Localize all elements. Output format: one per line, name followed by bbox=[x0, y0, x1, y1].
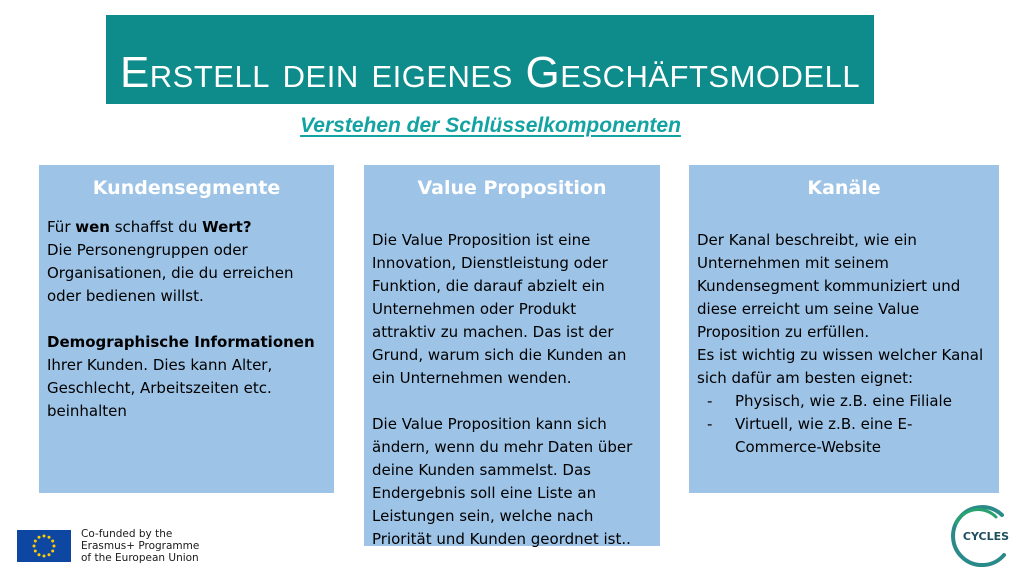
card-kundensegmente bbox=[39, 165, 334, 493]
card-body bbox=[47, 216, 328, 423]
eu-flag-icon bbox=[17, 530, 71, 562]
list-item-text: Physisch, wie z.B. eine Filiale bbox=[735, 392, 952, 410]
card-heading bbox=[47, 331, 328, 354]
channel-list bbox=[697, 390, 993, 459]
title-bar bbox=[106, 15, 874, 104]
card-text: Ihrer Kunden. Dies kann Alter, Geschlecht, Arbeitszeiten etc. beinhalten bbox=[47, 356, 273, 420]
eu-line: Co-funded by the bbox=[81, 528, 173, 540]
intro-bold-who: wen bbox=[75, 218, 110, 236]
card-text: Der Kanal beschreibt, wie ein Unternehmen mit seinem Kundensegment kommuniziert und diese erreicht um seine Value Proposition zu erfüllen. Es ist wichtig zu wissen welcher Kanal sich dafür am besten eignet: bbox=[697, 231, 984, 387]
card-text: Die Personengruppen oder Organisationen, die du erreichen oder bedienen willst. bbox=[47, 241, 294, 305]
card-title: Kundensegmente bbox=[92, 177, 281, 199]
card-body bbox=[697, 229, 993, 459]
card-title: Value Proposition bbox=[417, 177, 607, 199]
card-text: Die Value Proposition ist eine Innovation, Dienstleistung oder Funktion, die darauf abzielt ein Unternehmen oder Produkt attraktiv zu machen. Das ist der Grund, warum sich die Kunden an ein Unternehmen wenden. bbox=[372, 231, 627, 387]
bullet-marker: - bbox=[707, 392, 713, 410]
cycles-logo-icon bbox=[942, 503, 1014, 569]
card-text: Die Value Proposition kann sich ändern, wenn du mehr Daten über deine Kunden sammelst. Das Endergebnis soll eine Liste an Leistungen sein, welche nach Priorität und Kunden geordnet ist.. bbox=[372, 415, 633, 548]
eu-cofunding-text bbox=[81, 528, 261, 564]
eu-line: of the European Union bbox=[81, 552, 199, 564]
intro-text-mid: schaffst du bbox=[109, 218, 203, 236]
eu-line: Erasmus+ Programme bbox=[81, 540, 200, 552]
demographics-heading: Demographische Informationen bbox=[47, 333, 315, 351]
list-item bbox=[697, 390, 993, 413]
intro-bold-value: Wert? bbox=[202, 218, 252, 236]
list-item bbox=[697, 413, 993, 459]
card-kanaele bbox=[689, 165, 999, 493]
logo-text: CYCLES bbox=[962, 530, 1010, 543]
bullet-marker: - bbox=[707, 415, 713, 433]
slide-subtitle: Verstehen der Schlüsselkomponenten bbox=[300, 114, 681, 137]
list-item-text: Virtuell, wie z.B. eine E- Commerce-Website bbox=[735, 415, 913, 456]
card-title: Kanäle bbox=[807, 177, 881, 199]
slide-title: Erstell dein eigenes Geschäftsmodell bbox=[119, 48, 861, 97]
card-body bbox=[372, 229, 654, 551]
intro-text: Für bbox=[47, 218, 76, 236]
intro-line bbox=[47, 216, 328, 239]
card-value-proposition bbox=[364, 165, 660, 546]
